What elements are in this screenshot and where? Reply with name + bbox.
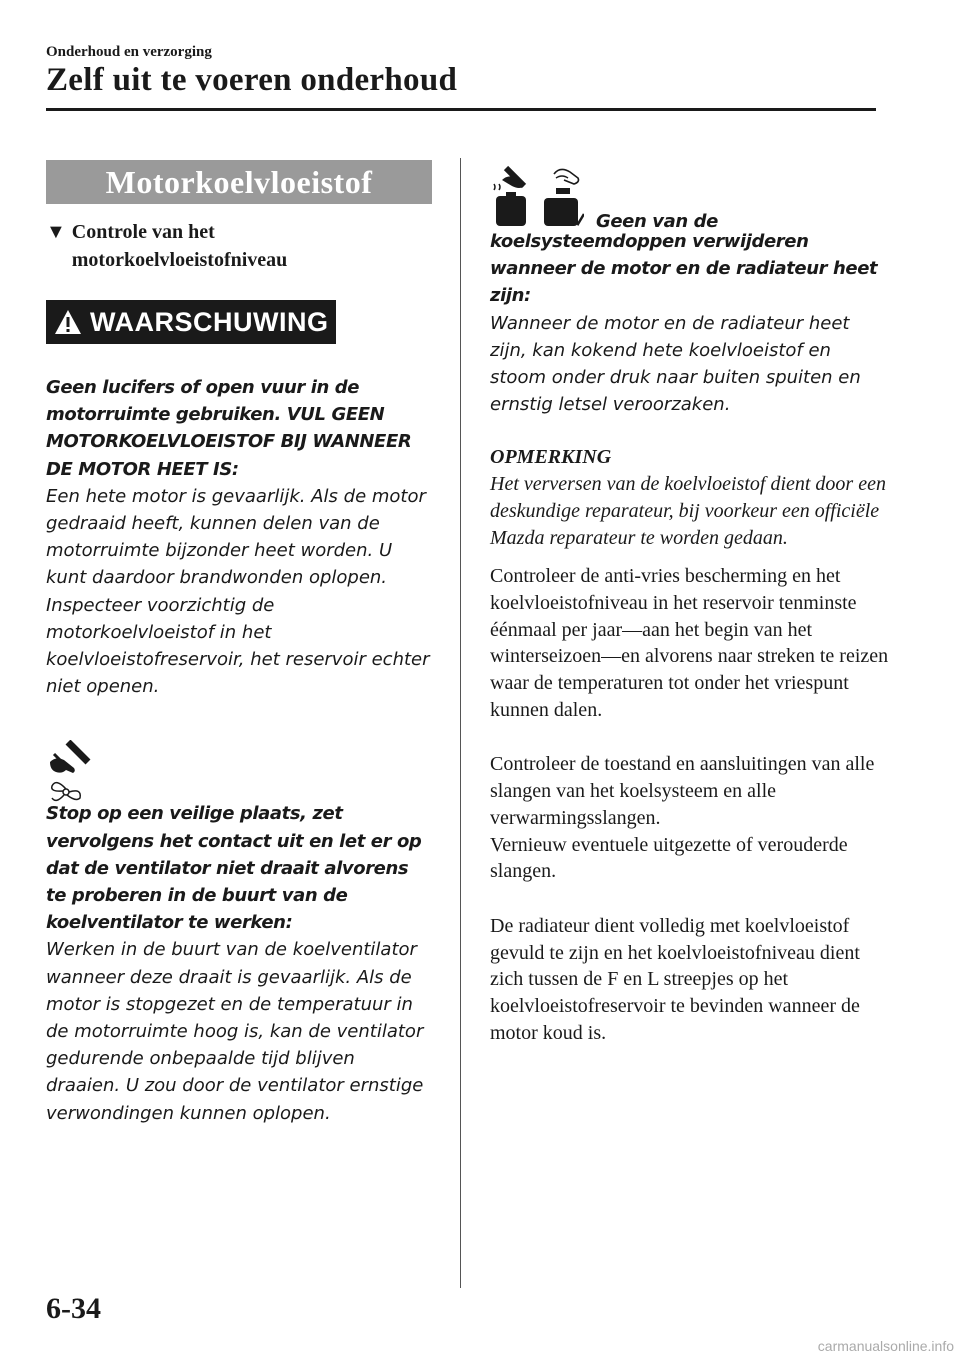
warning-triangle-icon xyxy=(54,309,82,335)
note-body: Het verversen van de koelvloeistof dient door een deskundige reparateur, bij voorkeur een officiële Mazda reparateur te worden gedaan. xyxy=(490,473,886,549)
topic-banner: Motorkoelvloeistof xyxy=(46,160,432,204)
warning1-title: Geen lucifers of open vuur in de motorruimte gebruiken. VUL GEEN MOTORKOELVLOEISTOF BIJ WANNEER DE MOTOR HEET IS: xyxy=(46,377,412,480)
hand-fan-warning-icon xyxy=(46,740,92,804)
watermark[interactable]: carmanualsonline.info xyxy=(817,1338,954,1354)
paragraph-hoses: Controleer de toestand en aansluitingen van alle slangen van het koelsysteem en alle verwarmingsslangen. xyxy=(490,753,875,829)
triangle-marker-icon: ▼ xyxy=(46,221,66,243)
subheading-text: Controle van het motorkoelvloeistofniveau xyxy=(71,221,288,271)
warning2-body: Werken in de buurt van de koelventilator wanneer deze draait is gevaarlijk. Als de motor is stopgezet en de temperatuur in de motorruimte hoog is, kan de ventilator gedurende onbepaalde tijd blijven draaien. U zou door de ventilator ernstige verwondingen kunnen oplopen. xyxy=(46,939,424,1124)
right-column xyxy=(490,160,890,1046)
warning3-body: Wanneer de motor en de radiateur heet zijn, kan kokend hete koelvloeistof en stoom onder druk naar buiten spuiten en ernstig letsel veroorzaken. xyxy=(490,312,861,416)
warning3-title-start: Geen van de xyxy=(596,211,718,232)
warning1-body: Een hete motor is gevaarlijk. Als de motor gedraaid heeft, kunnen delen van de motorruimte bijzonder heet worden. U kunt daardoor brandwonden oplopen. Inspecteer voorzichtig de motorkoelvloeistof in het koelvloeistofreservoir, het reservoir echter niet openen. xyxy=(46,485,430,698)
paragraph-replace-hoses: Vernieuw eventuele uitgezette of verouderde slangen. xyxy=(490,833,848,883)
paragraph-antifreeze: Controleer de anti-vries bescherming en het koelvloeistofniveau in het reservoir tenminste éénmaal per jaar―aan het begin van het winterseizoen―en alvorens naar streken te reizen waar de temperaturen tot onder het vriespunt kunnen dalen. xyxy=(490,565,889,721)
header-rule xyxy=(46,108,876,111)
subheading xyxy=(46,218,432,274)
page-title: Zelf uit te voeren onderhoud xyxy=(46,62,458,98)
left-column xyxy=(46,160,432,1127)
section-header: Onderhoud en verzorging xyxy=(46,44,212,60)
cap-warning-pictograms xyxy=(490,160,890,232)
hot-reservoir-no-hand-icon xyxy=(490,164,532,228)
warning-label: WAARSCHUWING xyxy=(90,306,329,337)
page-number: 6-34 xyxy=(46,1292,101,1325)
column-divider xyxy=(460,158,461,1288)
cold-reservoir-open-cap-icon xyxy=(540,164,584,228)
warning2-title: Stop op een veilige plaats, zet vervolgens het contact uit en let er op dat de ventilator niet draait alvorens te proberen in de buurt van de koelventilator te werken: xyxy=(46,803,422,934)
warning3-title: koelsysteemdoppen verwijderen wanneer de motor en de radiateur heet zijn: xyxy=(490,231,878,307)
note-heading: OPMERKING xyxy=(490,446,612,469)
paragraph-radiator: De radiateur dient volledig met koelvloeistof gevuld te zijn en het koelvloeistofniveau dient zich tussen de F en L streepjes op het koelvloeistofreservoir te bevinden wanneer de motor koud is. xyxy=(490,914,860,1044)
warning-badge xyxy=(46,300,336,344)
